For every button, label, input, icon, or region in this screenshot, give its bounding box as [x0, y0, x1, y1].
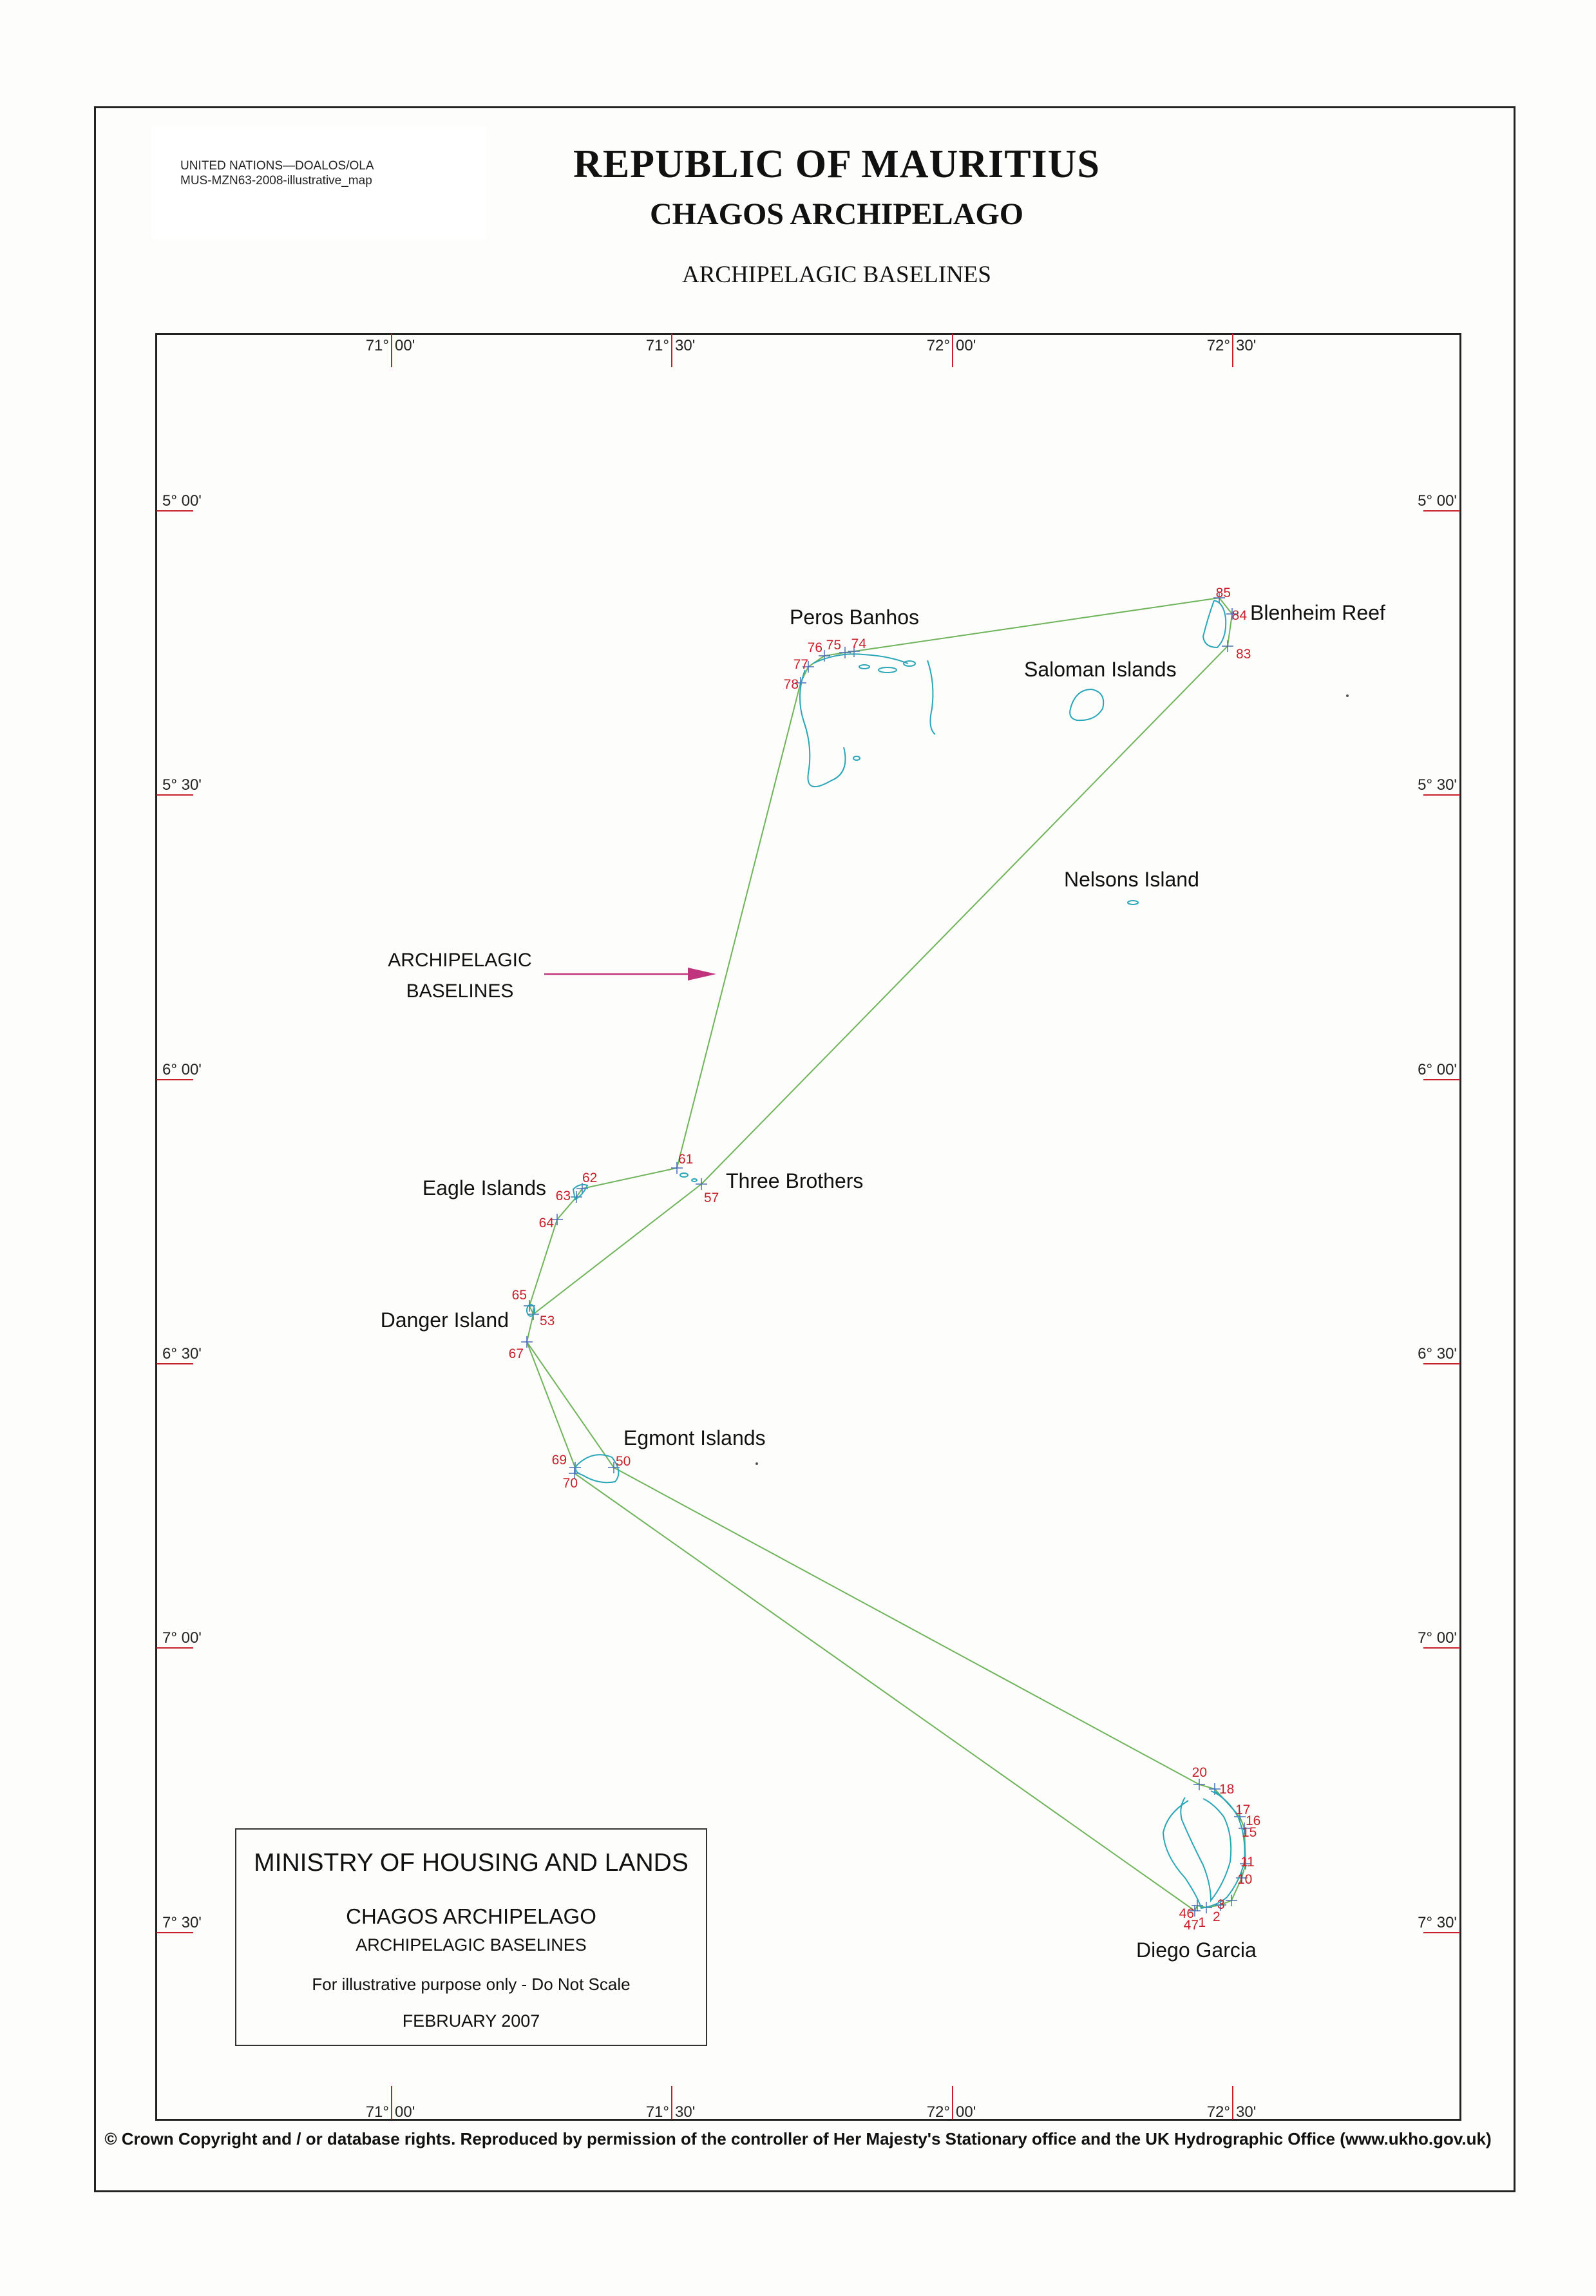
place-name-danger-island: Danger Island	[380, 1308, 509, 1332]
blenheim-reef-shape	[1203, 600, 1226, 647]
longitude-label-top-min: 30'	[675, 337, 696, 354]
place-name-nelsons-island: Nelsons Island	[1064, 868, 1199, 891]
map-subtitle: CHAGOS ARCHIPELAGO	[649, 197, 1024, 231]
latitude-label-left: 5° 30'	[162, 776, 202, 794]
peros-banhos-islet	[904, 661, 915, 666]
island-layer	[527, 600, 1349, 1908]
baseline-north	[529, 598, 1232, 1314]
point-number-84: 84	[1231, 608, 1247, 623]
turning-point-marker	[1193, 1779, 1205, 1790]
peros-banhos-islet	[879, 667, 897, 673]
latitude-label-right: 7° 00'	[1418, 1629, 1457, 1647]
latitude-label-right: 5° 30'	[1418, 776, 1457, 794]
longitude-label-bottom-min: 30'	[1236, 2103, 1257, 2121]
point-number-50: 50	[616, 1454, 631, 1469]
longitude-label-bottom-deg: 71°	[645, 2103, 669, 2121]
point-number-15: 15	[1242, 1825, 1257, 1840]
latitude-label-left: 6° 30'	[162, 1345, 202, 1363]
point-number-2: 2	[1213, 1909, 1221, 1924]
map-subsubtitle: ARCHIPELAGIC BASELINES	[682, 262, 991, 288]
longitude-label-bottom-min: 00'	[395, 2103, 415, 2121]
point-number-17: 17	[1235, 1803, 1251, 1817]
point-number-46: 46	[1179, 1906, 1194, 1921]
latitude-label-left: 7° 30'	[162, 1914, 202, 1931]
title-block-baselines: ARCHIPELAGIC BASELINES	[356, 1935, 587, 1955]
un-label-line1: UNITED NATIONS—DOALOS/OLA	[180, 159, 374, 173]
point-number-63: 63	[555, 1189, 571, 1203]
point-number-3: 3	[1217, 1897, 1225, 1912]
un-label-line2: MUS-MZN63-2008-illustrative_map	[180, 174, 372, 187]
latitude-label-right: 6° 30'	[1418, 1345, 1457, 1363]
place-name-egmont-islands: Egmont Islands	[623, 1426, 766, 1449]
longitude-label-bottom-min: 00'	[956, 2103, 976, 2121]
map-title: REPUBLIC OF MAURITIUS	[573, 142, 1100, 186]
point-number-61: 61	[678, 1152, 694, 1167]
point-number-20: 20	[1192, 1765, 1207, 1780]
point-number-65: 65	[511, 1288, 527, 1303]
point-number-47: 47	[1183, 1918, 1199, 1933]
label-layer	[381, 586, 1385, 1962]
latitude-label-right: 7° 30'	[1418, 1914, 1457, 1931]
point-number-69: 69	[551, 1453, 567, 1468]
point-number-83: 83	[1236, 647, 1251, 662]
point-number-1: 1	[1198, 1915, 1206, 1930]
place-name-three-brothers: Three Brothers	[726, 1169, 864, 1192]
peros-banhos-reef	[800, 670, 846, 787]
ministry-name: MINISTRY OF HOUSING AND LANDS	[254, 1849, 689, 1877]
title-block-archipelago: CHAGOS ARCHIPELAGO	[346, 1904, 596, 1928]
point-number-11: 11	[1240, 1855, 1255, 1870]
longitude-label-bottom-deg: 72°	[1206, 2103, 1230, 2121]
scale-note: For illustrative purpose only - Do Not Scale	[312, 1975, 631, 1994]
longitude-label-bottom-deg: 72°	[926, 2103, 950, 2121]
baseline-layer	[521, 592, 1251, 1917]
point-number-64: 64	[538, 1216, 554, 1230]
three-brothers-islet	[680, 1173, 688, 1177]
point-number-77: 77	[793, 657, 808, 672]
baseline-connector	[527, 1314, 533, 1342]
point-number-16: 16	[1246, 1813, 1261, 1828]
reef-dot	[755, 1462, 758, 1465]
point-number-74: 74	[851, 636, 866, 651]
point-number-70: 70	[562, 1476, 578, 1491]
point-number-53: 53	[540, 1314, 555, 1328]
point-number-85: 85	[1215, 586, 1231, 600]
point-number-10: 10	[1237, 1872, 1253, 1887]
place-name-diego-garcia: Diego Garcia	[1136, 1938, 1257, 1962]
latitude-label-left: 5° 00'	[162, 492, 202, 510]
point-number-76: 76	[807, 640, 822, 655]
nelsons-island-shape	[1128, 901, 1138, 904]
point-number-75: 75	[826, 638, 841, 653]
peros-banhos-islet	[859, 665, 869, 669]
diego-garcia-lagoon	[1181, 1797, 1231, 1900]
reef-dot	[1346, 694, 1349, 697]
point-number-18: 18	[1219, 1782, 1235, 1797]
longitude-label-top-min: 00'	[956, 337, 976, 354]
point-number-62: 62	[582, 1171, 598, 1185]
latitude-label-left: 7° 00'	[162, 1629, 202, 1647]
peros-banhos-islet	[853, 756, 860, 760]
copyright-credit: © Crown Copyright and / or database rights. Reproduced by permission of the controller of Her Majesty's Stationary office and the UK Hydrographic Office (www.ukho.gov.uk)	[104, 2129, 1492, 2148]
baseline-arrow-head	[688, 968, 716, 981]
longitude-label-bottom-deg: 71°	[365, 2103, 389, 2121]
longitude-label-bottom-min: 30'	[675, 2103, 696, 2121]
peros-banhos-east-reef	[927, 660, 935, 734]
title-block	[235, 1828, 707, 2046]
latitude-label-right: 5° 00'	[1418, 492, 1457, 510]
longitude-label-top-deg: 71°	[365, 337, 389, 354]
place-name-saloman-islands: Saloman Islands	[1024, 658, 1177, 681]
saloman-islands-shape	[1070, 689, 1103, 720]
longitude-label-top-deg: 72°	[1206, 337, 1230, 354]
longitude-label-top-deg: 72°	[926, 337, 950, 354]
arrow-label-line1: ARCHIPELAGIC	[388, 950, 532, 971]
point-number-57: 57	[704, 1191, 719, 1205]
place-name-blenheim-reef: Blenheim Reef	[1250, 601, 1385, 624]
place-name-eagle-islands: Eagle Islands	[422, 1176, 546, 1200]
point-number-78: 78	[783, 677, 799, 692]
longitude-label-top-deg: 71°	[645, 337, 669, 354]
map-date: FEBRUARY 2007	[402, 2011, 540, 2031]
place-name-peros-banhos: Peros Banhos	[790, 606, 920, 629]
three-brothers-islet	[692, 1179, 697, 1181]
longitude-label-top-min: 30'	[1236, 337, 1257, 354]
latitude-label-right: 6° 00'	[1418, 1061, 1457, 1078]
point-number-67: 67	[508, 1346, 524, 1361]
longitude-label-top-min: 00'	[395, 337, 415, 354]
arrow-label-line2: BASELINES	[406, 981, 514, 1002]
latitude-label-left: 6° 00'	[162, 1061, 202, 1078]
